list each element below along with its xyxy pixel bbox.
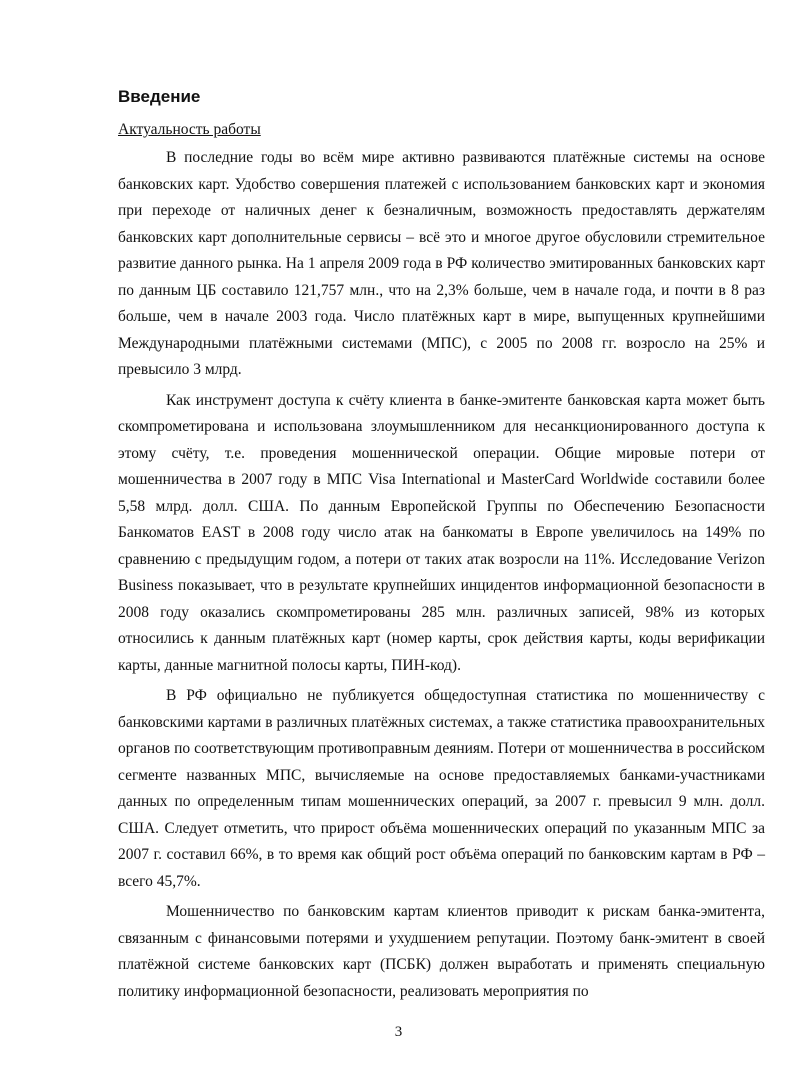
paragraph: В последние годы во всём мире активно развиваются платёжные системы на основе банковских карт. Удобство совершения платежей с использованием банковских карт и экономия при переходе от наличных денег к безналичным, возможность предоставлять держателям банковских карт дополнительные сервисы – всё это и многое другое обусловили стремительное развитие данного рынка. На 1 апреля 2009 года в РФ количество эмитированных банковских карт по данным ЦБ составило 121,757 млн., что на 2,3% больше, чем в начале года, и почти в 8 раз больше, чем в начале 2003 года. Число платёжных карт в мире, выпущенных крупнейшими Международными платёжными системами (МПС), с 2005 по 2008 гг. возросло на 25% и превысило 3 млрд.: [118, 149, 765, 378]
paragraph: Мошенничество по банковским картам клиентов приводит к рискам банка-эмитента, связанным с финансовыми потерями и ухудшением репутации. Поэтому банк-эмитент в своей платёжной системе банковских карт (ПСБК) должен выработать и применять специальную политику информационной безопасности, реализовать мероприятия по: [118, 903, 765, 1000]
body-text: [118, 145, 765, 1009]
section-subheading: Актуальность работы: [118, 121, 261, 138]
page-title: Введение: [118, 87, 201, 106]
paragraph: В РФ официально не публикуется общедоступная статистика по мошенничеству с банковскими картами в различных платёжных системах, а также статистика правоохранительных органов по соответствующим противоправным деяниям. Потери от мошенничества в российском сегменте названных МПС, вычисляемые на основе предоставляемых банками-участниками данных по определенным типам мошеннических операций, за 2007 г. превысил 9 млн. долл. США. Следует отметить, что прирост объёма мошеннических операций по указанным МПС за 2007 г. составил 66%, в то время как общий рост объёма операций по банковским картам в РФ – всего 45,7%.: [118, 687, 765, 890]
page-number: 3: [394, 1024, 403, 1040]
paragraph: Как инструмент доступа к счёту клиента в банке-эмитенте банковская карта может быть скомпрометирована и использована злоумышленником для несанкционированного доступа к этому счёту, т.е. проведения мошеннической операции. Общие мировые потери от мошенничества в 2007 году в МПС Visa International и MasterCard Worldwide составили более 5,58 млрд. долл. США. По данным Европейской Группы по Обеспечению Безопасности Банкоматов EAST в 2008 году число атак на банкоматы в Европе увеличилось на 149% по сравнению с предыдущим годом, а потери от таких атак возросли на 11%. Исследование Verizon Business показывает, что в результате крупнейших инцидентов информационной безопасности в 2008 году оказались скомпрометированы 285 млн. различных записей, 98% из которых относились к данным платёжных карт (номер карты, срок действия карты, коды верификации карты, данные магнитной полосы карты, ПИН-код).: [118, 391, 765, 674]
